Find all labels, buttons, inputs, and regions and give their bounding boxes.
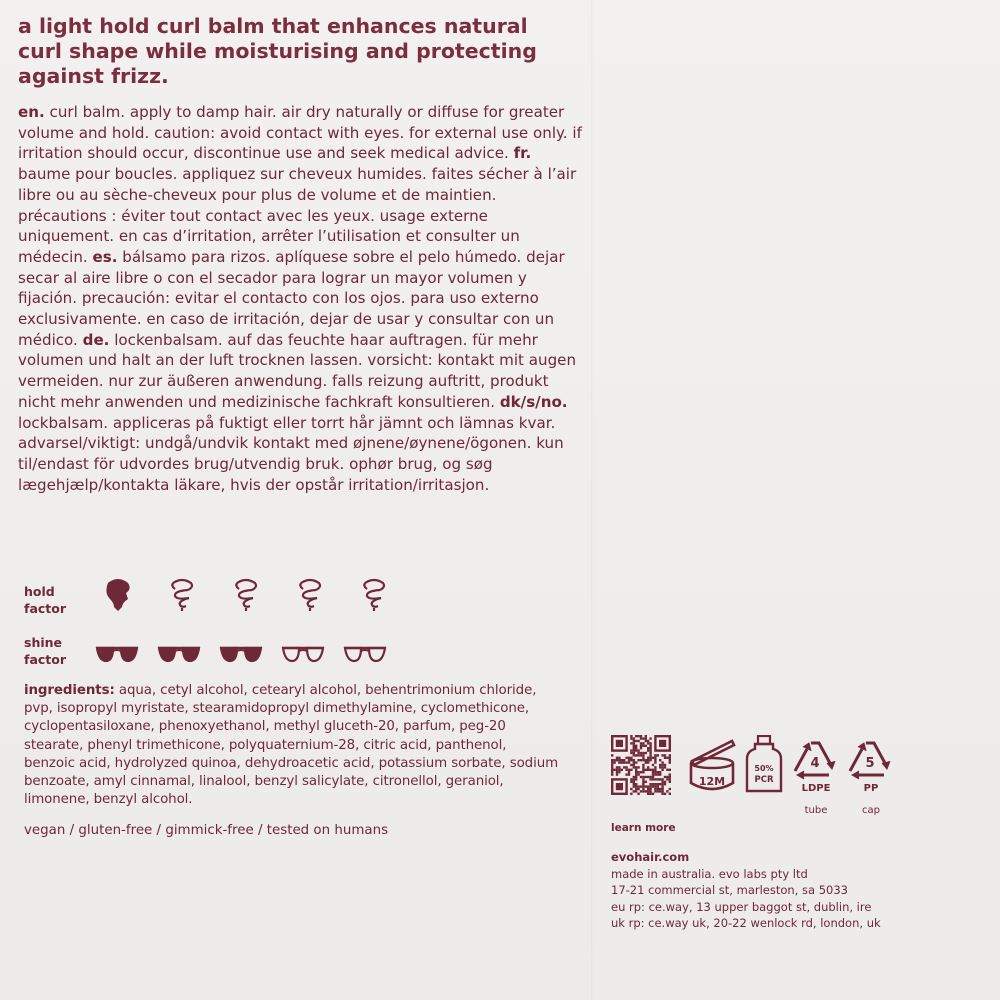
recycle-ldpe-part: tube <box>804 805 828 816</box>
curl-strand-icon <box>102 577 134 613</box>
lang-code-de: de. <box>82 330 110 349</box>
company-info <box>611 849 991 932</box>
fold-shadow <box>591 0 593 1000</box>
eu-responsible-person: eu rp: ce.way, 13 upper baggot st, dublin, ire <box>611 899 872 914</box>
sunglasses-icon <box>218 644 264 666</box>
ingredients-list <box>24 682 559 809</box>
recycle-pp-number: 5 <box>865 756 875 771</box>
curl-strand-icon <box>166 577 198 613</box>
instructions-es: bálsamo para rizos. aplíquese sobre el pelo húmedo. dejar secar al aire libre o con el secador para lograr un mayor volumen y fijación. precaución: evitar el contacto con los ojos. para uso externo exclusivamente. en caso de irritación, dejar de usar y consultar con un médico. <box>18 247 565 349</box>
sunglasses-icon <box>342 644 388 666</box>
period-after-opening-icon <box>686 735 738 795</box>
lang-code-en: en. <box>18 103 45 121</box>
pcr-percent-text: 50% <box>754 764 774 773</box>
pcr-text: PCR <box>754 775 774 785</box>
product-claims: vegan / gluten-free / gimmick-free / tested on humans <box>24 823 389 838</box>
made-in-text: made in australia. evo labs pty ltd <box>611 866 808 881</box>
pao-text: 12M <box>698 775 726 788</box>
product-headline: a light hold curl balm that enhances natural curl shape while moisturising and protecting against frizz. <box>18 14 537 88</box>
recycle-ldpe-material: LDPE <box>801 783 831 794</box>
sunglasses-icon <box>280 644 326 666</box>
instructions-nordic: lockbalsam. appliceras på fuktigt eller torrt hår jämnt och lämnas kvar. advarsel/viktigt: undgå/undvik kontakt med øjnene/øynene/ögonen. kun til/endast för udvordes brug/utvendig bruk. ophør brug, og søg lægehjælp/kontakta läkare, hvis der opstår irritation/irritasjon. <box>18 413 564 494</box>
recycle-ldpe-number: 4 <box>810 756 820 771</box>
lang-code-es: es. <box>92 247 118 266</box>
instructions-fr: baume pour boucles. appliquez sur cheveux humides. faites sécher à l’air libre ou au sèche-cheveux pour plus de volume et de maintien. précautions : éviter tout contact avec les yeux. usage externe uniquement. en cas d’irritation, arrêter l’utilisation et consulter un médecin. <box>18 165 577 266</box>
pcr-bottle-icon <box>743 735 785 795</box>
uk-responsible-person: uk rp: ce.way uk, 20-22 wenlock rd, london, uk <box>611 916 881 931</box>
lang-code-nordic: dk/s/no. <box>499 392 568 411</box>
recycle-pp-material: PP <box>863 783 879 794</box>
usage-instructions <box>18 102 583 495</box>
ingredients-label: ingredients: <box>24 683 115 698</box>
recycle-pp-part: cap <box>862 805 880 816</box>
curl-strand-icon <box>294 577 326 613</box>
shine-factor-label: shine factor <box>24 635 67 667</box>
sunglasses-icon <box>156 644 202 666</box>
curl-strand-icon <box>358 577 390 613</box>
qr-code[interactable] <box>611 735 671 795</box>
ingredients-text: aqua, cetyl alcohol, cetearyl alcohol, behentrimonium chloride, pvp, isopropyl myristate, stearamidopropyl dimethylamine, cyclomethicone, cyclopentasiloxane, phenoxyethanol, methyl gluceth-20, parfum, peg-20 stearate, phenyl trimethicone, polyquaternium-28, citric acid, panthenol, benzoic acid, hydrolyzed quinoa, dehydroacetic acid, potassium sorbate, sodium benzoate, amyl cinnamal, linalool, benzyl salicylate, citronellol, geraniol, limonene, benzyl alcohol. <box>24 683 559 808</box>
instructions-de: lockenbalsam. auf das feuchte haar auftragen. für mehr volumen und halt an der luft trocknen lassen. vorsicht: kontakt mit augen vermeiden. nur zur äußeren anwendung. falls reizung auftritt, produkt nicht mehr anwenden und medizinische fachkraft konsultieren. <box>18 330 577 411</box>
learn-more-label: learn more <box>611 822 676 834</box>
recycle-pp-icon <box>846 735 894 781</box>
instructions-en: curl balm. apply to damp hair. air dry naturally or diffuse for greater volume and hold. caution: avoid contact with eyes. for external use only. if irritation should occur, discontinue use and seek medical advice. <box>18 103 582 163</box>
curl-strand-icon <box>230 577 262 613</box>
sunglasses-icon <box>94 644 140 666</box>
company-address: 17-21 commercial st, marleston, sa 5033 <box>611 883 848 898</box>
website-link[interactable]: evohair.com <box>611 850 690 864</box>
lang-code-fr: fr. <box>513 144 532 163</box>
recycle-ldpe-icon <box>791 735 839 781</box>
hold-factor-label: hold factor <box>24 584 67 616</box>
